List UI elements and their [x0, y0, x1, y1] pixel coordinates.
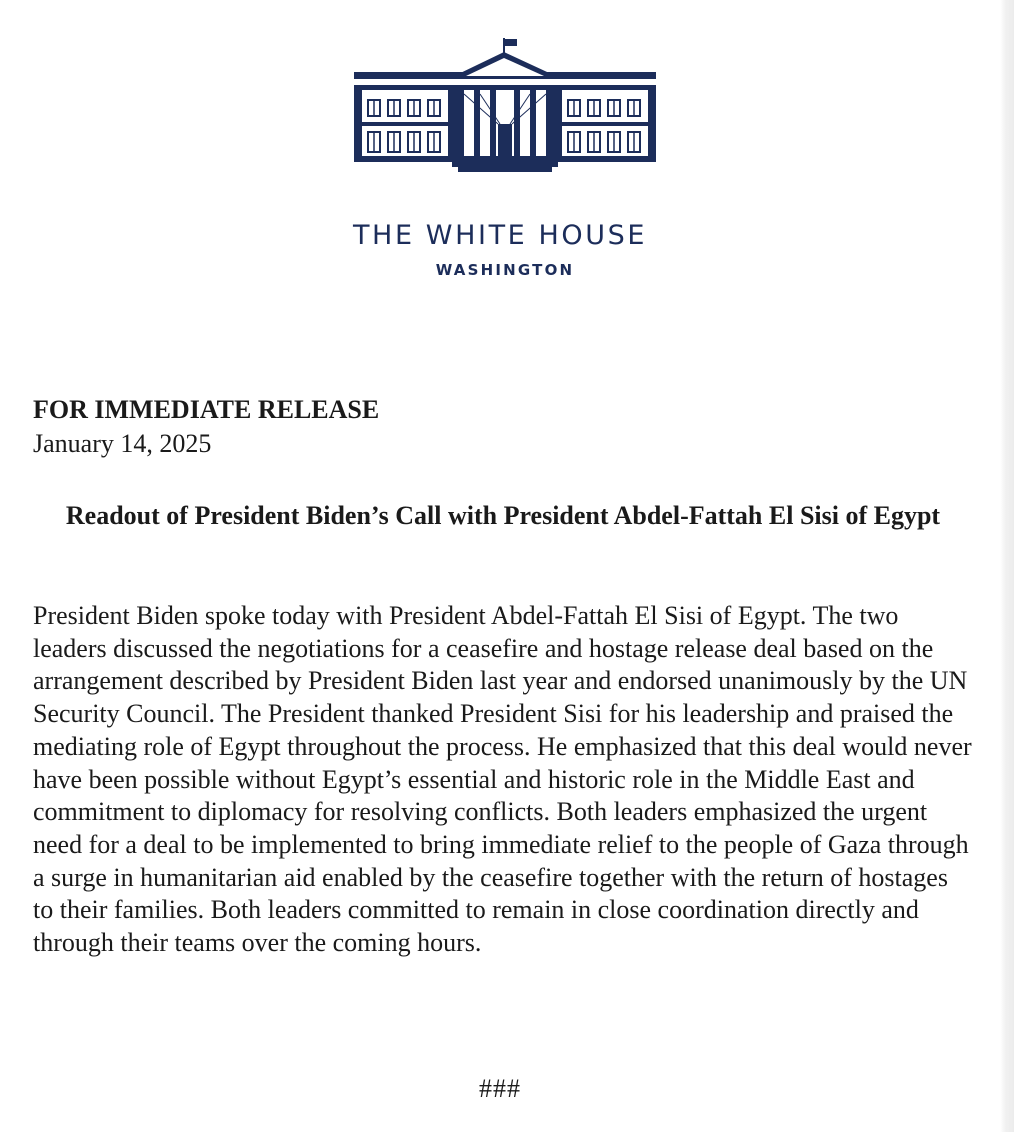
release-date: January 14, 2025 — [33, 429, 212, 458]
letterhead-title: THE WHITE HOUSE — [352, 220, 648, 251]
body-paragraph: President Biden spoke today with President Abdel-Fattah El Sisi of Egypt. The two leaders discussed the negotiations for a ceasefire and hostage release deal based on the arrangement described by President Biden last year and endorsed unanimously by the UN Security Council. The President thanked President Sisi for his leadership and praised the mediating role of Egypt throughout the process. He emphasized that this deal would never have been possible without Egypt’s essential and historic role in the Middle East and commitment to diplomacy for resolving conflicts. Both leaders emphasized the urgent need for a deal to be implemented to bring immediate relief to the people of Gaza through a surge in humanitarian aid enabled by the ceasefire together with the return of hostages to their families. Both leaders committed to remain in close coordination directly and through their teams over the coming hours. — [33, 601, 972, 958]
white-house-building-icon — [354, 38, 656, 180]
scrollbar-track[interactable] — [1000, 0, 1014, 1132]
end-mark: ### — [479, 1074, 521, 1103]
letterhead-subtitle: WASHINGTON — [435, 261, 575, 279]
headline: Readout of President Biden’s Call with President Abdel-Fattah El Sisi of Egypt — [65, 501, 941, 530]
release-label: FOR IMMEDIATE RELEASE — [33, 395, 380, 424]
